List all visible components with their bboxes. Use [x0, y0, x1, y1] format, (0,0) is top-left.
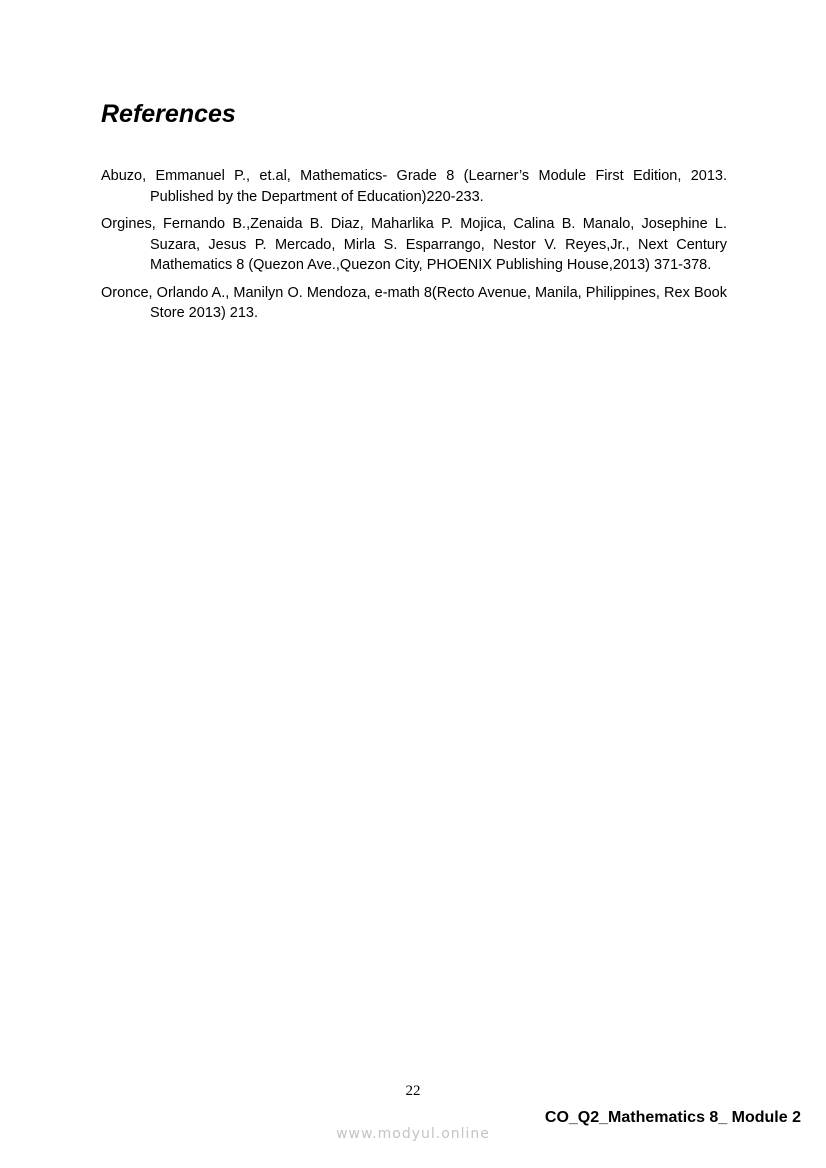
- reference-list: [101, 166, 727, 331]
- page-number: 22: [405, 1083, 421, 1099]
- reference-entry-abuzo: Abuzo, Emmanuel P., et.al, Mathematics- Grade 8 (Learner’s Module First Edition, 2013. Published by the Department of Education)220-233.: [101, 168, 727, 205]
- reference-entry-oronce: Oronce, Orlando A., Manilyn O. Mendoza, e-math 8(Recto Avenue, Manila, Philippines, Rex Book Store 2013) 213.: [101, 284, 727, 321]
- reference-entry-orgines: Orgines, Fernando B.,Zenaida B. Diaz, Maharlika P. Mojica, Calina B. Manalo, Josephine L. Suzara, Jesus P. Mercado, Mirla S. Esparrango, Nestor V. Reyes,Jr., Next Century Mathematics 8 (Quezon Ave.,Quezon City, PHOENIX Publishing House,2013) 371-378.: [101, 216, 727, 273]
- watermark-text: www.modyul.online: [336, 1126, 490, 1142]
- page-title: References: [101, 100, 236, 128]
- footer-module-label: CO_Q2_Mathematics 8_ Module 2: [544, 1109, 801, 1126]
